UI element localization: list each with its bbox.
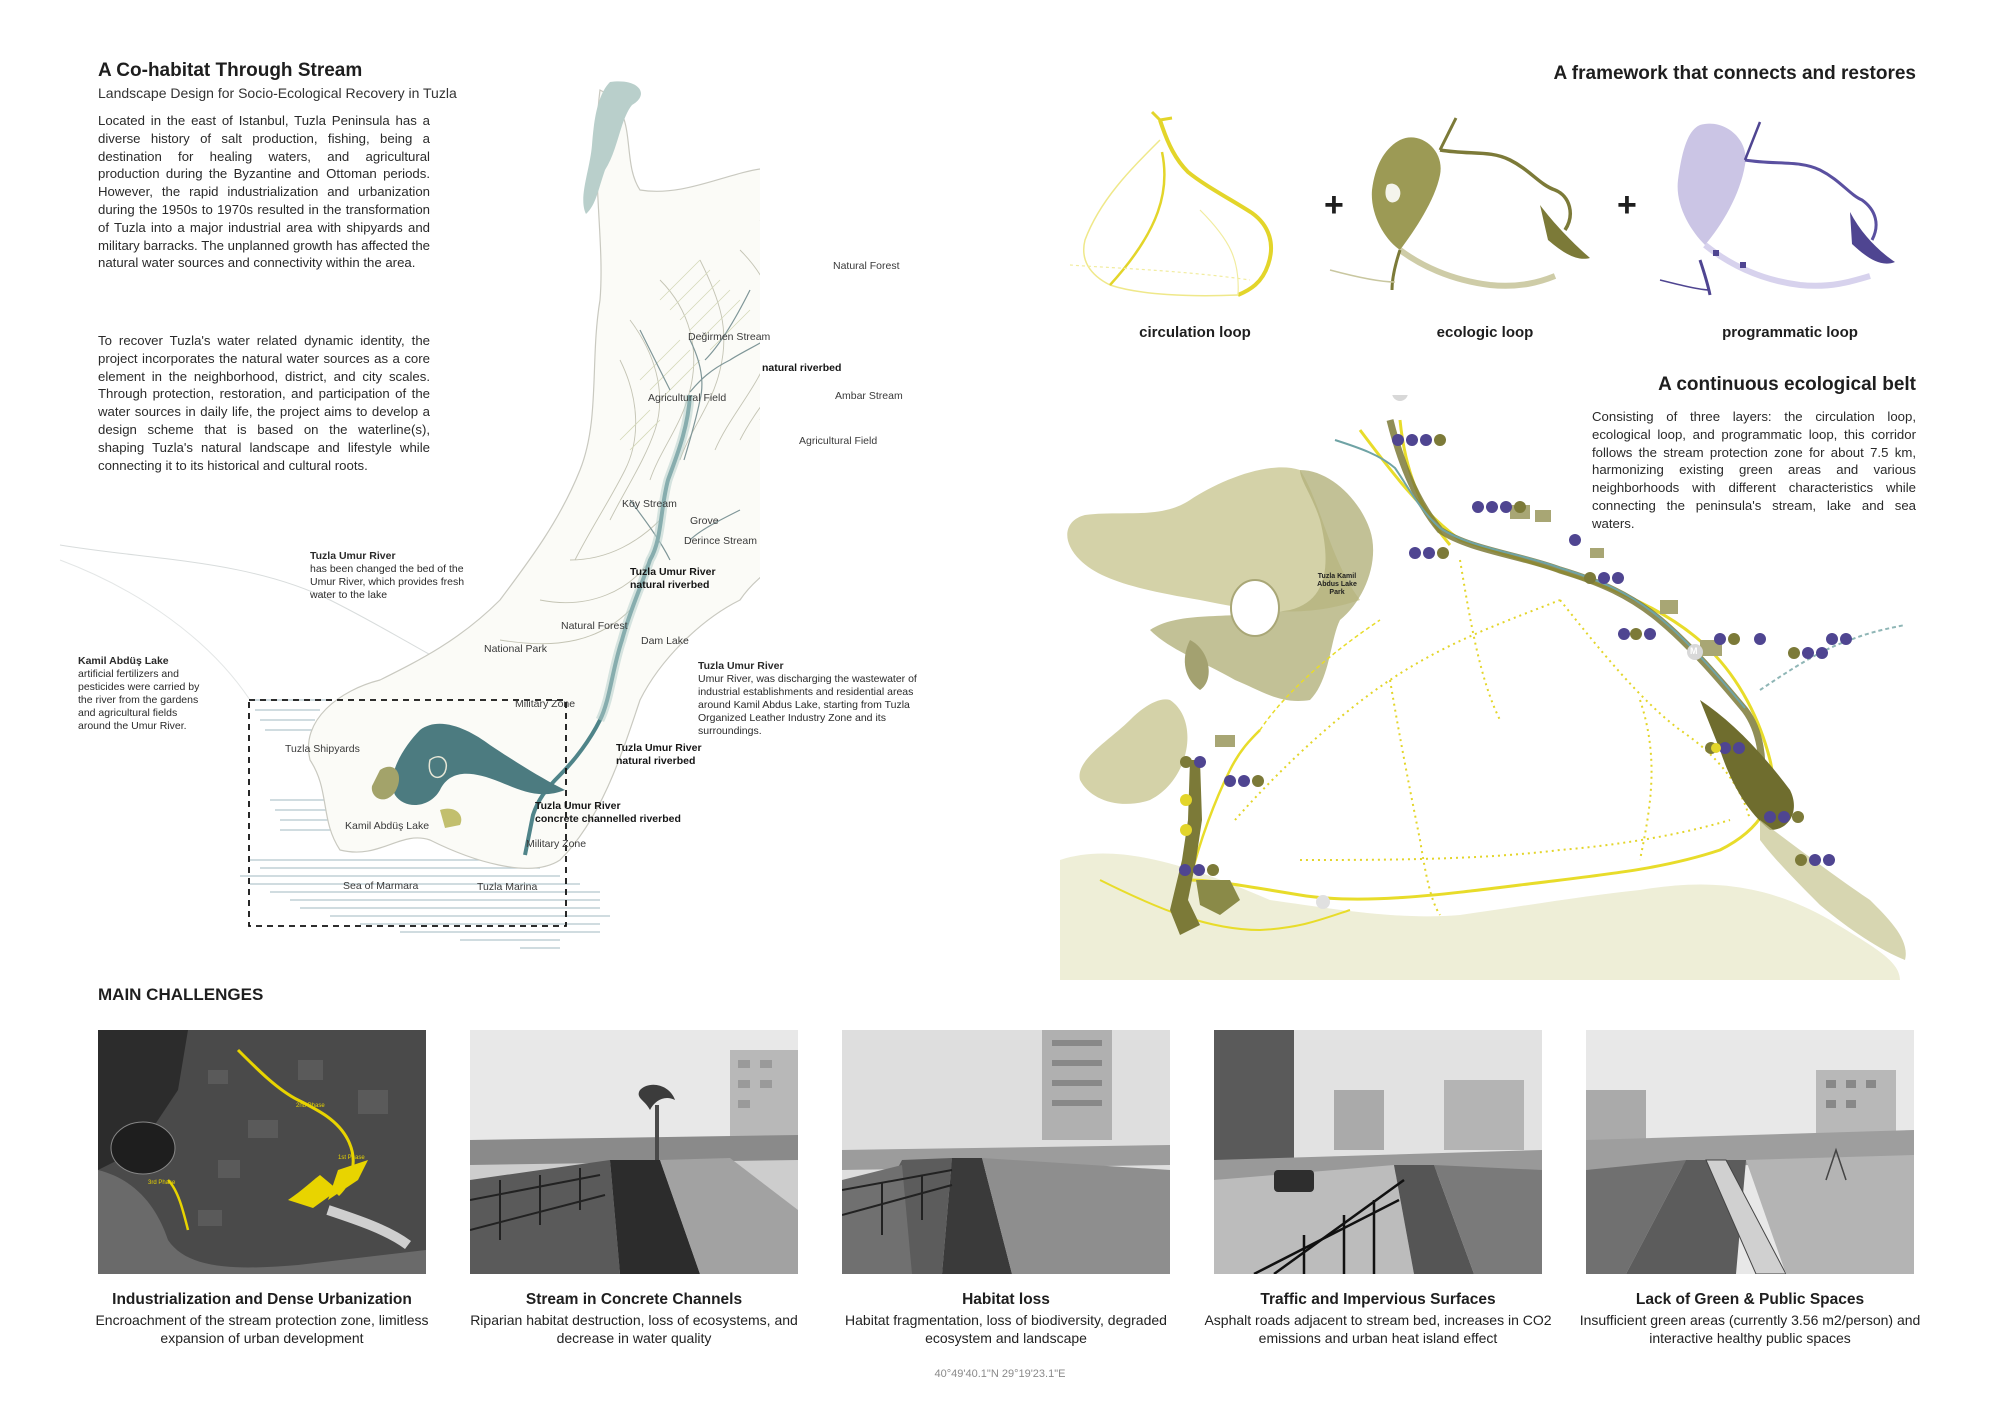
label-ecologic-loop: ecologic loop (1436, 324, 1534, 341)
site-map (40, 70, 760, 1000)
photo-road-railing (1214, 1030, 1542, 1274)
label-dam-lake: Dam Lake (641, 635, 689, 647)
label-tuzla-shipyards: Tuzla Shipyards (285, 743, 360, 755)
note-kamil-lake (78, 655, 200, 733)
label-agricultural-field-2: Agricultural Field (799, 435, 878, 447)
metro-marker-3 (1316, 895, 1330, 909)
challenge-1-desc: Encroachment of the stream protection zone, limitless expansion of urban development (95, 1312, 429, 1346)
phase2-label: 2nd Phase (296, 1103, 325, 1109)
circulation-loop-diagram (1070, 112, 1271, 296)
note-umur-bed-text: has been changed the bed of the Umur River, which provides fresh water to the lake (310, 563, 465, 601)
photo-channel-palm (470, 1030, 798, 1274)
belt-description: Consisting of three layers: the circulation loop, ecological loop, and programmatic loop, this corridor follows the stream protection zone for about 7.5 km, harmonizing existing green areas and various neighborhoods with different characteristics while connecting the peninsula's stream, lake and sea waters. (1592, 409, 1916, 531)
label-umur-natural-1-b: natural riverbed (630, 579, 710, 591)
challenge-2-desc: Riparian habitat destruction, loss of ecosystems, and decrease in water quality (470, 1312, 798, 1346)
challenge-5-title: Lack of Green & Public Spaces (1635, 1291, 1865, 1308)
label-programmatic-loop: programmatic loop (1722, 324, 1858, 341)
plus-sign-1: + (1324, 186, 1344, 224)
label-umur-concrete: Tuzla Umur River (535, 800, 621, 812)
label-derince-stream: Derince Stream (684, 535, 757, 547)
page-title: A Co-habitat Through Stream (98, 60, 363, 81)
framework-title: A framework that connects and restores (1553, 63, 1916, 84)
coordinates: 40°49'40.1"N 29°19'23.1"E (934, 1368, 1066, 1380)
label-umur-natural-2: Tuzla Umur River (616, 742, 702, 754)
aerial-map-graphic (98, 1030, 426, 1274)
label-natural-forest: Natural Forest (833, 260, 900, 272)
ecologic-loop-diagram (1330, 118, 1590, 290)
challenge-3-title: Habitat loss (962, 1291, 1050, 1308)
phase3-label: 3rd Phase (148, 1180, 176, 1186)
metro-label-2: M (1690, 646, 1698, 656)
belt-stream (1335, 440, 1745, 708)
label-kamil-lake: Kamil Abdüş Lake (345, 820, 430, 832)
channel-buildings-graphic (842, 1030, 1170, 1274)
label-military-zone-1: Military Zone (515, 698, 576, 710)
programmatic-loop-diagram (1660, 122, 1895, 295)
challenge-4-title: Traffic and Impervious Surfaces (1260, 1291, 1496, 1308)
pipe-field-graphic (1586, 1030, 1914, 1274)
note-waste-text: Umur River, was discharging the wastewater of industrial establishments and residential areas around Kamil Abdus Lake, starting from Tuzla Organized Leather Industry Zone and its surroundings. (698, 673, 917, 737)
label-agricultural-field-1: Agricultural Field (648, 392, 727, 404)
challenge-5-desc: Insufficient green areas (currently 3.56 m2/person) and interactive healthy public spaces (1579, 1312, 1921, 1346)
note-kamil-text: artificial fertilizers and pesticides were carried by the river from the gardens and agricultural fields around the Umur River. (78, 668, 200, 732)
challenge-2-title: Stream in Concrete Channels (525, 1291, 743, 1308)
photo-pipe-field (1586, 1030, 1914, 1274)
loop-diagrams (1055, 110, 1925, 310)
belt-park-label: Tuzla Kamil Abdus Lake Park (1317, 573, 1357, 596)
label-koy-stream: Köy Stream (622, 498, 677, 510)
metro-label-1: M (1395, 387, 1403, 397)
page-subtitle: Landscape Design for Socio-Ecological Recovery in Tuzla (98, 85, 457, 101)
label-tuzla-marina: Tuzla Marina (477, 881, 538, 893)
label-natural-forest-mid: Natural Forest (561, 620, 628, 632)
note-umur-wastewater (698, 660, 938, 738)
label-national-park: National Park (484, 643, 548, 655)
note-umur-bed (310, 550, 480, 602)
photo-aerial-map (98, 1030, 426, 1274)
label-degirmen-stream: Değirmen Stream (688, 331, 771, 343)
label-circulation-loop: circulation loop (1139, 324, 1251, 341)
belt-ecologic-path (1390, 420, 1762, 790)
belt-map (1055, 395, 1945, 985)
belt-ecologic-wedge (1700, 700, 1794, 830)
label-natural-riverbed: natural riverbed (762, 362, 842, 374)
challenge-4-desc: Asphalt roads adjacent to stream bed, increases in CO2 emissions and urban heat island effect (1204, 1312, 1552, 1346)
challenges-heading: MAIN CHALLENGES (98, 985, 264, 1004)
channel-palm-graphic (470, 1030, 798, 1274)
note-waste-title: Tuzla Umur River (698, 660, 784, 672)
intro-paragraph-2: To recover Tuzla's water related dynamic identity, the project incorporates the natural water sources as a core element in the neighborhood, district, and city scales. Through protection, restoration, and participation of the water sources in daily life, the project aims to develop a design scheme that is based on the waterline(s), shaping Tuzla's natural landscape and lifestyle while connecting it to its historical and cultural roots. (98, 333, 430, 473)
label-military-zone-2: Military Zone (526, 838, 587, 850)
label-umur-concrete-b: concrete channelled riverbed (535, 813, 681, 825)
belt-circ-icons (1180, 743, 1721, 836)
plus-sign-2: + (1617, 186, 1637, 224)
challenge-1-title: Industrialization and Dense Urbanization (112, 1291, 412, 1308)
label-ambar-stream: Ambar Stream (835, 390, 903, 402)
challenge-3-desc: Habitat fragmentation, loss of biodiversity, degraded ecosystem and landscape (845, 1312, 1167, 1346)
label-grove: Grove (690, 515, 719, 527)
intro-paragraph-1: Located in the east of Istanbul, Tuzla Peninsula has a diverse history of salt production, fishing, being a destination for healing waters, and agricultural production during the Byzantine and Ottoman periods. However, the rapid industrialization and urbanization during the 1950s to 1970s resulted in the transformation of Tuzla into a major industrial area with shipyards and military barracks. The unplanned growth has affected the natural water sources and connectivity within the area. (98, 113, 430, 271)
note-umur-bed-title: Tuzla Umur River (310, 550, 396, 562)
note-kamil-title: Kamil Abdüş Lake (78, 655, 169, 667)
photo-channel-buildings (842, 1030, 1170, 1274)
road-railing-graphic (1214, 1030, 1542, 1274)
label-umur-natural-1: Tuzla Umur River (630, 566, 716, 578)
label-umur-natural-2-b: natural riverbed (616, 755, 696, 767)
belt-title: A continuous ecological belt (1658, 374, 1916, 395)
phase1-label: 1st Phase (338, 1155, 365, 1161)
label-sea-of-marmara: Sea of Marmara (343, 880, 419, 892)
